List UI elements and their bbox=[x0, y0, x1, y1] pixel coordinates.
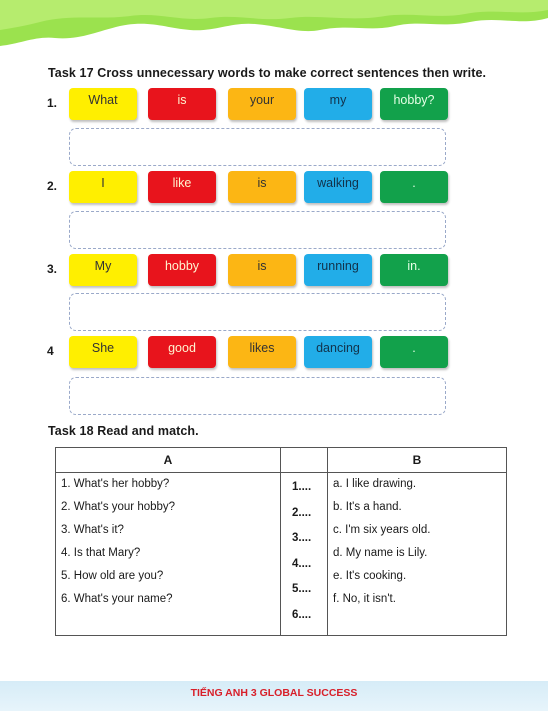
word-card[interactable]: What bbox=[69, 88, 137, 120]
row-number: 1. bbox=[47, 96, 58, 110]
question-item: 4. Is that Mary? bbox=[61, 547, 141, 559]
column-a-list bbox=[57, 474, 279, 615]
word-card[interactable]: like bbox=[148, 171, 216, 203]
question-item: 3. What's it? bbox=[61, 524, 124, 536]
row-number: 4 bbox=[47, 344, 54, 358]
answer-blank[interactable]: 1.... bbox=[292, 481, 312, 493]
column-b-list bbox=[329, 474, 505, 615]
row-number: 2. bbox=[47, 179, 58, 193]
answer-option: a. I like drawing. bbox=[333, 478, 417, 490]
answer-option: e. It's cooking. bbox=[333, 570, 407, 582]
row-number: 3. bbox=[47, 262, 58, 276]
word-card[interactable]: . bbox=[380, 171, 448, 203]
word-card[interactable]: running bbox=[304, 254, 372, 286]
answer-blank[interactable]: 5.... bbox=[292, 583, 312, 595]
word-card[interactable]: hobby? bbox=[380, 88, 448, 120]
column-header-answers bbox=[281, 448, 328, 473]
answer-blank[interactable]: 3.... bbox=[292, 532, 312, 544]
word-card[interactable]: . bbox=[380, 336, 448, 368]
answer-option: d. My name is Lily. bbox=[333, 547, 428, 559]
word-card[interactable]: walking bbox=[304, 171, 372, 203]
answer-blank[interactable]: 2.... bbox=[292, 506, 312, 519]
word-card[interactable]: hobby bbox=[148, 254, 216, 286]
question-item: 5. How old are you? bbox=[61, 570, 164, 582]
word-card[interactable]: likes bbox=[228, 336, 296, 368]
footer-bar bbox=[0, 681, 548, 711]
answer-option: c. I'm six years old. bbox=[333, 524, 431, 536]
word-card[interactable]: my bbox=[304, 88, 372, 120]
answer-option: b. It's a hand. bbox=[333, 501, 402, 513]
word-card[interactable]: She bbox=[69, 336, 137, 368]
answer-option: f. No, it isn't. bbox=[333, 593, 396, 605]
answer-box[interactable] bbox=[69, 211, 446, 249]
answer-box[interactable] bbox=[69, 293, 446, 331]
header-wave-decoration bbox=[0, 0, 548, 60]
question-item: 6. What's your name? bbox=[61, 593, 173, 605]
question-item: 1. What's her hobby? bbox=[61, 478, 170, 490]
word-card[interactable]: in. bbox=[380, 254, 448, 286]
word-card[interactable]: I bbox=[69, 171, 137, 203]
word-card[interactable]: good bbox=[148, 336, 216, 368]
answer-box[interactable] bbox=[69, 128, 446, 166]
task-17-title: Task 17 Cross unnecessary words to make correct sentences then write. bbox=[48, 66, 487, 80]
answer-blank[interactable]: 4.... bbox=[292, 557, 312, 570]
question-item: 2. What's your hobby? bbox=[61, 501, 176, 513]
column-header-b: B bbox=[328, 448, 507, 473]
task-18-title: Task 18 Read and match. bbox=[48, 424, 199, 438]
footer-text: TIẾNG ANH 3 GLOBAL SUCCESS bbox=[190, 687, 358, 699]
answer-blank[interactable]: 6.... bbox=[292, 608, 312, 621]
match-table bbox=[55, 447, 507, 636]
word-card[interactable]: My bbox=[69, 254, 137, 286]
answer-box[interactable] bbox=[69, 377, 446, 415]
answer-blanks-list bbox=[282, 474, 326, 633]
word-card[interactable]: your bbox=[228, 88, 296, 120]
word-card[interactable]: is bbox=[228, 171, 296, 203]
word-card[interactable]: is bbox=[228, 254, 296, 286]
column-header-a: A bbox=[56, 448, 281, 473]
word-card[interactable]: is bbox=[148, 88, 216, 120]
word-card[interactable]: dancing bbox=[304, 336, 372, 368]
